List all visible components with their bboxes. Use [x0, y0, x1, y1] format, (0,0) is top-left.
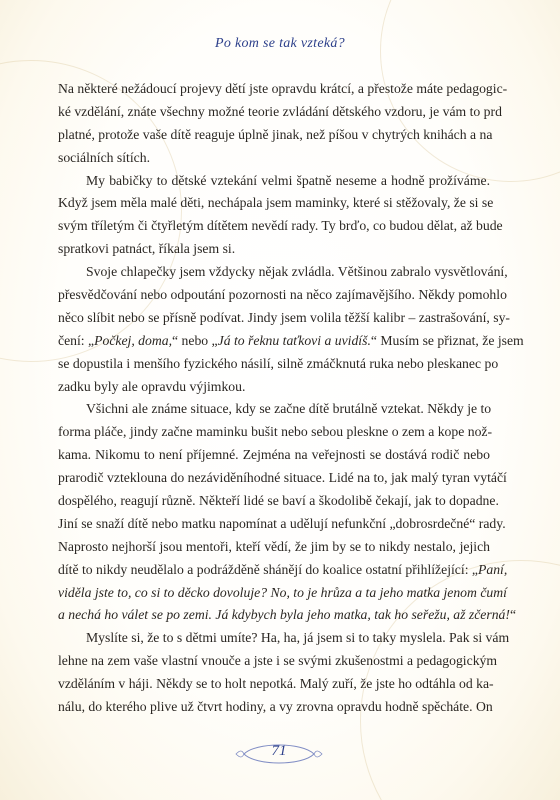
text-line: Na některé nežádoucí projevy dětí jste opravdu krátcí, a přestože máte pedagogic- — [58, 81, 508, 96]
text-line: zadku byly ale opravdu výjimkou. — [58, 378, 246, 394]
text-line: Svoje chlapečky jsem vždycky nějak zvládla. Většinou zabralo vysvětlování, — [86, 264, 508, 280]
text-line: nálu, do kterého plive už čtvrt hodiny, a vy zrovna opravdu hodně spěcháte. On — [58, 699, 493, 715]
text-line: kama. Nikomu to není příjemné. Zejména na veřejnosti se dostává rodič nebo — [58, 447, 490, 463]
text-line: spratkovi patnáct, říkala jsem si. — [58, 241, 236, 257]
text-line: svým tříletým či čtyřletým dítětem nevědí rady. Ty brďo, co budou dělat, až bude — [58, 218, 503, 234]
text-line: My babičky to dětské vztekání velmi špatně neseme a hodně prožíváme. — [86, 172, 490, 188]
text-line: viděla jste to, co si to děcko dovoluje? No, to je hrůza a ta jeho matka jenom čumí — [58, 584, 507, 600]
text-line: dítě to nikdy neudělalo a podrážděně shánějí do koalice ostatní přihlížející: „Paní, — [58, 561, 508, 577]
text-line: forma pláče, jindy začne maminku bušit nebo sebou pleskne o zem a kope nož- — [58, 424, 493, 440]
text-line: čení: „Počkej, doma,“ nebo „Já to řeknu taťkovi a uvidíš.“ Musím se přiznat, že jsem — [58, 332, 524, 348]
text-line: přesvědčování nebo odpoutání pozornosti na něco zajímavějšího. Někdy pomohlo — [58, 287, 507, 303]
text-line: se dopustila i menšího fyzického násilí, silně zmáčknutá ruka nebo pleskanec po — [58, 355, 499, 371]
text-line: ké vzdělání, znáte všechny možné teorie zvládání dětského vzdoru, je vám to prd — [58, 103, 502, 119]
text-line: dospělého, reagují různě. Někteří lidé se baví a škodolibě čekají, jak to dopadne. — [58, 493, 499, 509]
text-line: něco slíbit nebo se přísně podívat. Jindy jsem volila těžší kalibr – zastrašování, sy- — [58, 309, 510, 325]
text-line: a nechá ho válet se po zemi. Já kdybych byla jeho matka, tak ho seřežu, až zčerná!“ — [58, 607, 517, 623]
text-line: sociálních sítích. — [58, 149, 150, 165]
text-line: platné, protože vaše dítě reaguje úplně jinak, než píšou v chytrých knihách a na — [58, 126, 493, 142]
text-line: prarodič vzteklouna do nezáviděníhodné situace. Lidé na to, jak malý tyran vytáčí — [58, 470, 507, 486]
text-line: Když jsem měla malé děti, nechápala jsem maminky, které si stěžovaly, že si se — [58, 195, 494, 211]
text-line: Myslíte si, že to s dětmi umíte? Ha, ha, já jsem si to taky myslela. Pak si vám — [86, 630, 510, 646]
text-line: Jiní se snaží dítě nebo matku napomínat a udělují nefunkční „dobrosrdečné“ rady. — [58, 515, 506, 531]
body-text — [58, 78, 524, 719]
page-number: 71 — [271, 743, 287, 759]
text-line: Naprosto nejhorší jsou mentoři, kteří vědí, že jim by se to nikdy nestalo, jejich — [58, 538, 490, 554]
text-line: Všichni ale známe situace, kdy se začne dítě brutálně vztekat. Někdy je to — [86, 401, 492, 417]
text-line: lehne na zem vaše vlastní vnouče a jste i se svými zkušenostmi a pedagogickým — [58, 653, 498, 669]
page-number-ornament — [234, 740, 324, 768]
running-header: Po kom se tak vzteká? — [215, 36, 345, 51]
text-line: vzděláním v háji. Někdy se to holt nepotká. Malý zuří, že jste ho odtáhla od ka- — [58, 676, 494, 692]
